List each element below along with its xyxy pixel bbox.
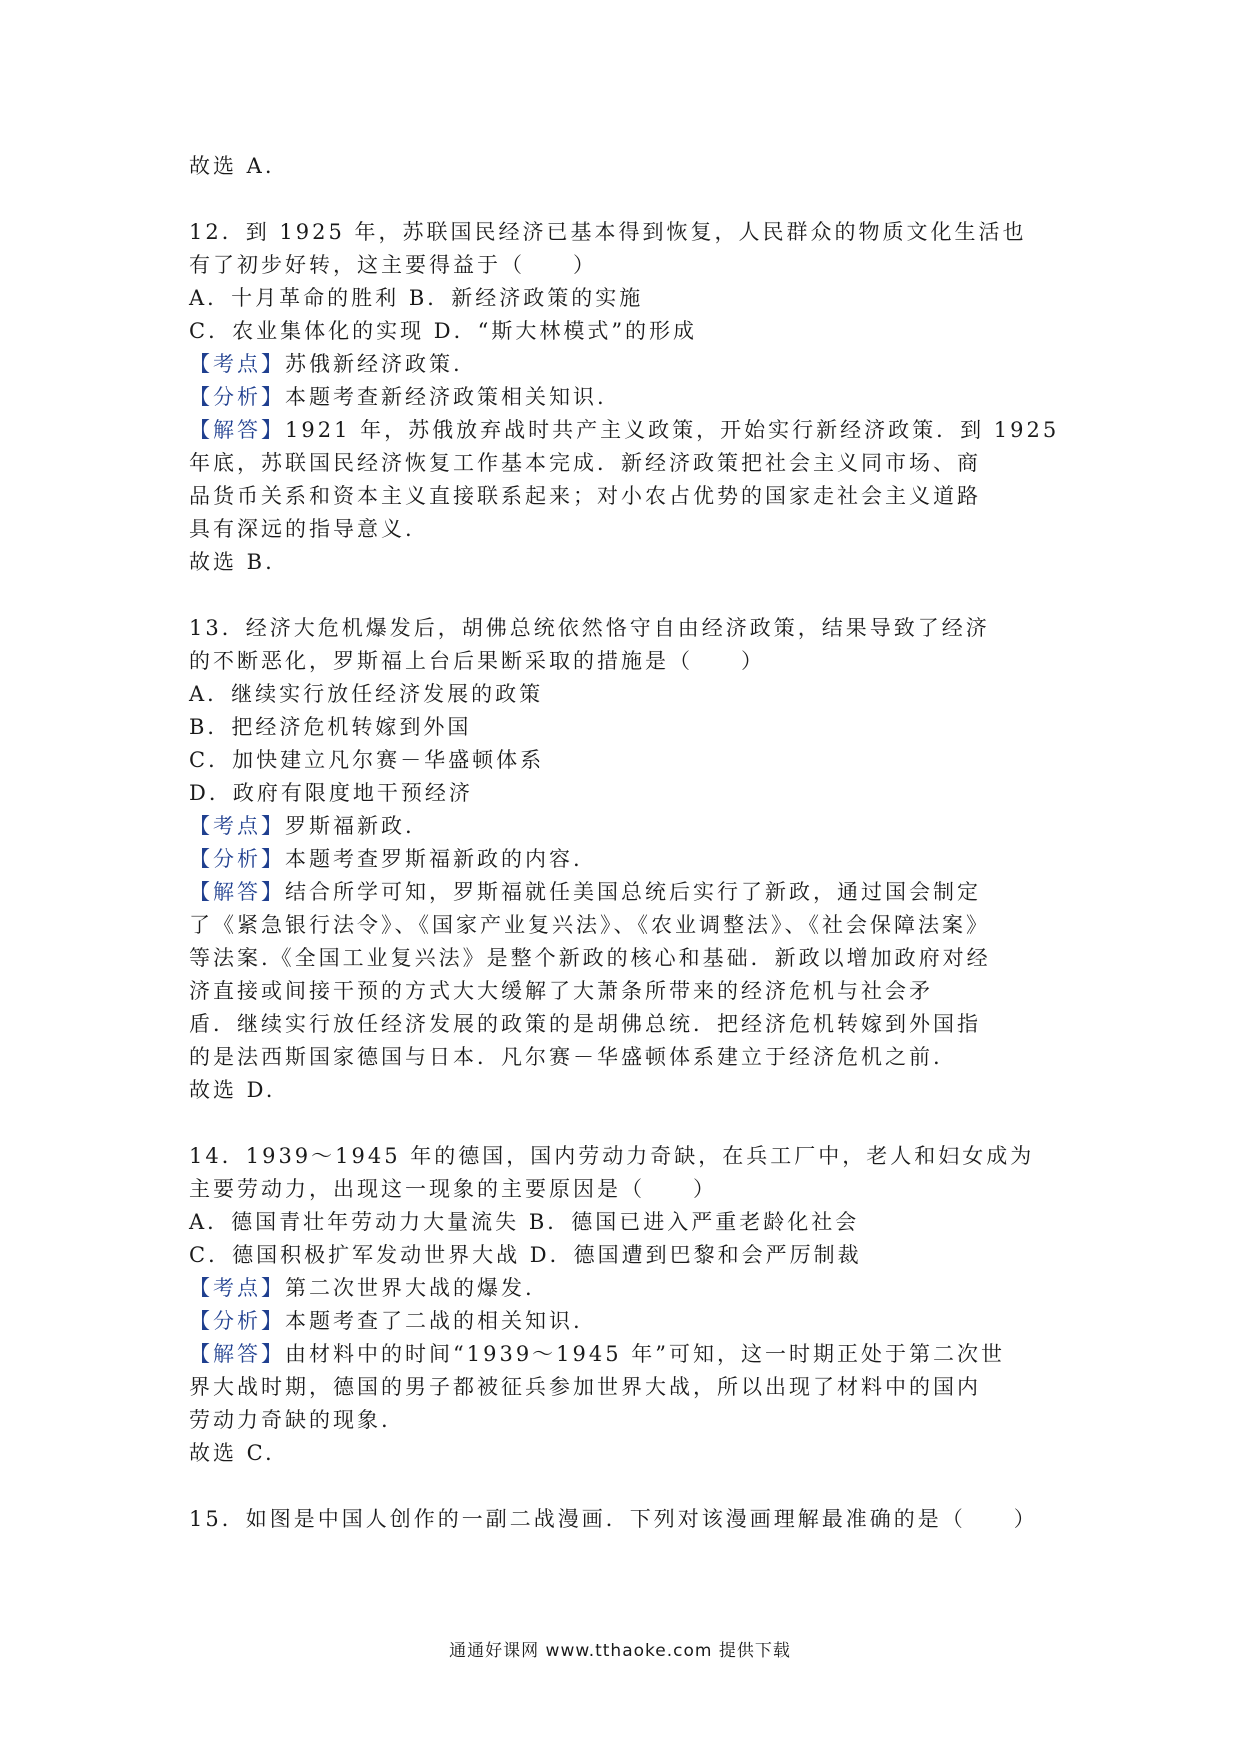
text-line: 盾．继续实行放任经济发展的政策的是胡佛总统．把经济危机转嫁到外国指: [189, 1012, 981, 1036]
document-body: [189, 150, 1059, 1536]
text-line: 劳动力奇缺的现象.: [189, 1408, 391, 1432]
text-line: 的是法西斯国家德国与日本．凡尔赛－华盛顿体系建立于经济危机之前.: [189, 1045, 943, 1069]
question-12-answer: 故选 B.: [189, 550, 275, 574]
question-13-stem: 13．经济大危机爆发后，胡佛总统依然恪守自由经济政策，结果导致了经济: [189, 616, 990, 640]
text-line: 品货币关系和资本主义直接联系起来；对小农占优势的国家走社会主义道路: [189, 484, 981, 508]
question-12-stem: 12．到 1925 年，苏联国民经济已基本得到恢复，人民群众的物质文化生活也: [189, 220, 1027, 244]
text-line: 年底，苏联国民经济恢复工作基本完成．新经济政策把社会主义同市场、商: [189, 451, 981, 475]
question-14-options-ab: A．德国青壮年劳动力大量流失 B．德国已进入严重老龄化社会: [189, 1210, 860, 1234]
text-line: 济直接或间接干预的方式大大缓解了大萧条所带来的经济危机与社会矛: [189, 979, 933, 1003]
jieda-label: 【解答】: [189, 880, 285, 904]
question-12-fenxi: 【分析】本题考查新经济政策相关知识.: [189, 385, 607, 409]
question-12-options-ab: A．十月革命的胜利 B．新经济政策的实施: [189, 286, 644, 310]
fenxi-label: 【分析】: [189, 847, 285, 871]
kaodian-label: 【考点】: [189, 352, 285, 376]
question-13-option-b: B．把经济危机转嫁到外国: [189, 715, 472, 739]
question-13-option-c: C．加快建立凡尔赛－华盛顿体系: [189, 748, 545, 772]
paragraph-gap: [189, 183, 1059, 216]
question-13-option-a: A．继续实行放任经济发展的政策: [189, 682, 544, 706]
question-12-stem-cont: 有了初步好转，这主要得益于（ ）: [189, 253, 597, 277]
question-13-option-d: D．政府有限度地干预经济: [189, 781, 473, 805]
kaodian-label: 【考点】: [189, 1276, 285, 1300]
jieda-label: 【解答】: [189, 1342, 285, 1366]
question-14-options-cd: C．德国积极扩军发动世界大战 D．德国遭到巴黎和会严厉制裁: [189, 1243, 862, 1267]
kaodian-label: 【考点】: [189, 814, 285, 838]
text-line: 故选 A.: [189, 154, 275, 178]
question-13-answer: 故选 D.: [189, 1078, 276, 1102]
question-13-stem-cont: 的不断恶化，罗斯福上台后果断采取的措施是（ ）: [189, 649, 765, 673]
question-15-stem: 15．如图是中国人创作的一副二战漫画．下列对该漫画理解最准确的是（ ）: [189, 1507, 1038, 1531]
question-14-stem: 14．1939～1945 年的德国，国内劳动力奇缺，在兵工厂中，老人和妇女成为: [189, 1144, 1035, 1168]
text-line: 界大战时期，德国的男子都被征兵参加世界大战，所以出现了材料中的国内: [189, 1375, 981, 1399]
question-14-kaodian: 【考点】第二次世界大战的爆发.: [189, 1276, 535, 1300]
text-line: 具有深远的指导意义.: [189, 517, 415, 541]
question-12-kaodian: 【考点】苏俄新经济政策.: [189, 352, 463, 376]
question-14-fenxi: 【分析】本题考查了二战的相关知识.: [189, 1309, 583, 1333]
paragraph-gap: [189, 1470, 1059, 1503]
question-14-stem-cont: 主要劳动力，出现这一现象的主要原因是（ ）: [189, 1177, 717, 1201]
text-line: 了《紧急银行法令》、《国家产业复兴法》、《农业调整法》、《社会保障法案》: [189, 913, 990, 937]
fenxi-label: 【分析】: [189, 385, 285, 409]
question-13-fenxi: 【分析】本题考查罗斯福新政的内容.: [189, 847, 583, 871]
text-line: 等法案.《全国工业复兴法》是整个新政的核心和基础．新政以增加政府对经: [189, 946, 991, 970]
question-13-kaodian: 【考点】罗斯福新政.: [189, 814, 415, 838]
question-14-jieda: 【解答】由材料中的时间“1939～1945 年”可知，这一时期正处于第二次世: [189, 1342, 1006, 1366]
paragraph-gap: [189, 1107, 1059, 1140]
question-14-answer: 故选 C.: [189, 1441, 275, 1465]
page-footer: [0, 1636, 1240, 1661]
footer-text: 通通好课网 www.tthaoke.com 提供下载: [449, 1641, 791, 1661]
fenxi-label: 【分析】: [189, 1309, 285, 1333]
paragraph-gap: [189, 579, 1059, 612]
question-12-jieda: 【解答】1921 年，苏俄放弃战时共产主义政策，开始实行新经济政策．到 1925: [189, 418, 1060, 442]
question-12-options-cd: C．农业集体化的实现 D．“斯大林模式”的形成: [189, 319, 698, 343]
question-13-jieda: 【解答】结合所学可知，罗斯福就任美国总统后实行了新政，通过国会制定: [189, 880, 981, 904]
jieda-label: 【解答】: [189, 418, 285, 442]
